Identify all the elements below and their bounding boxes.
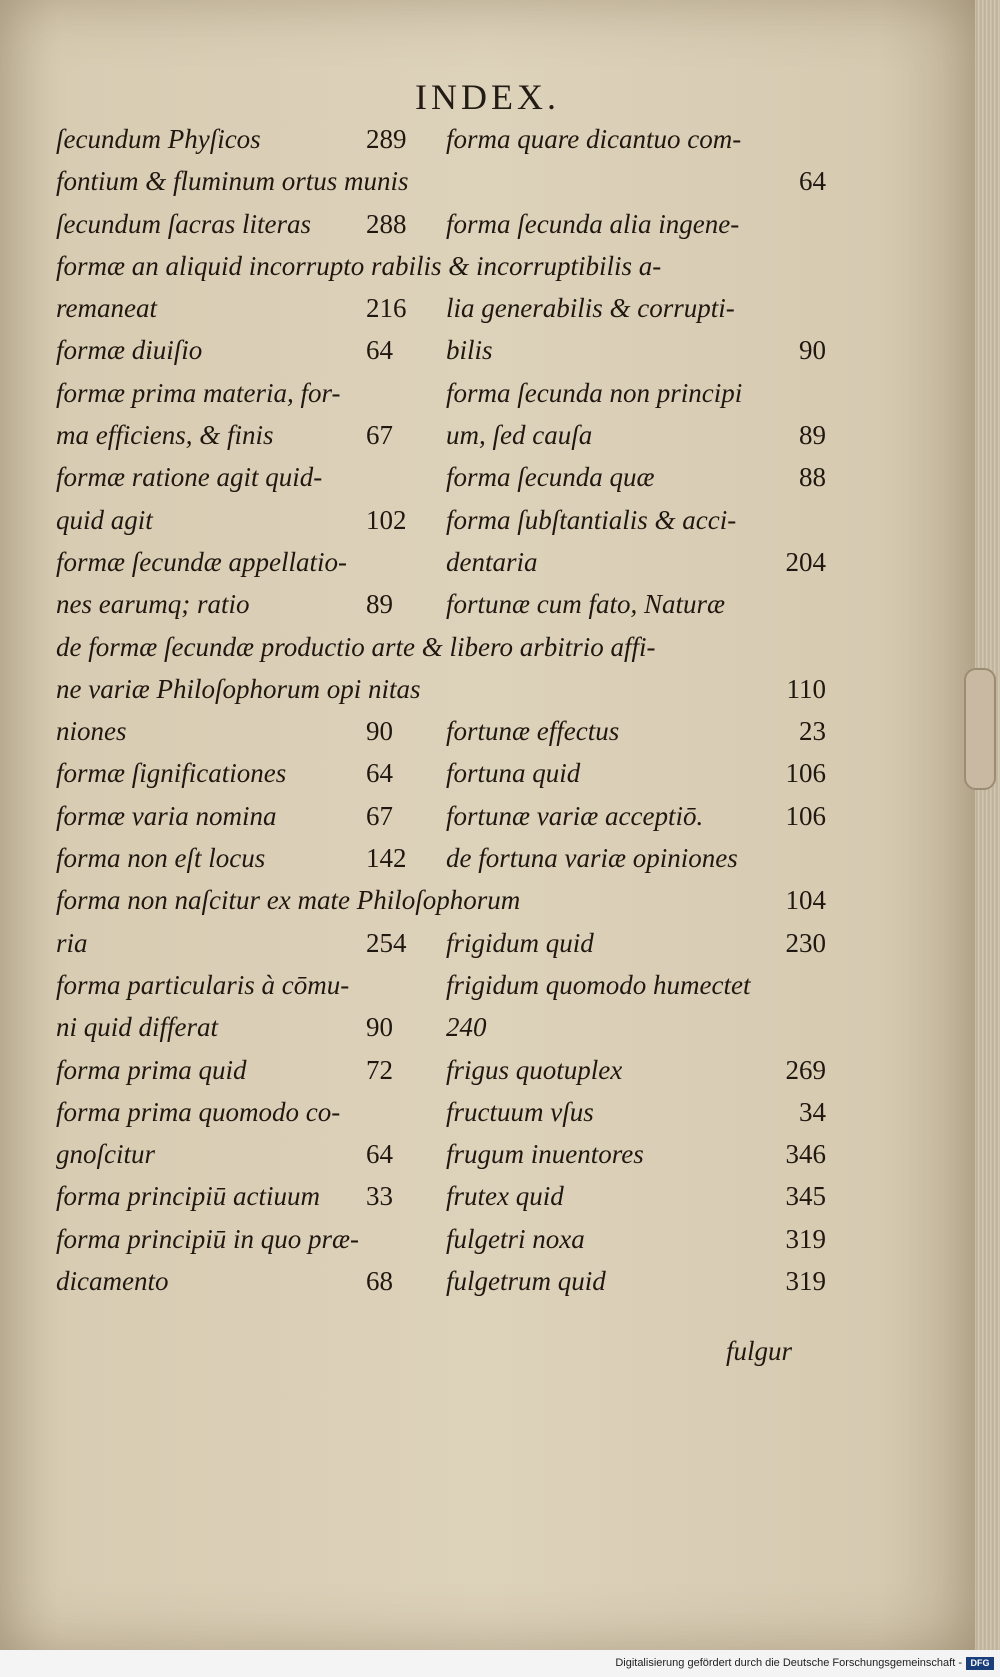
index-row (56, 964, 826, 1006)
page-ref-left: 90 (366, 716, 393, 747)
index-row (56, 1006, 826, 1048)
page-ref-left: 64 (366, 1139, 393, 1170)
page-ref-right: 230 (785, 927, 826, 958)
page-ref-left: 67 (366, 800, 393, 831)
digitization-footer (0, 1650, 1000, 1677)
page-tab-stain (964, 668, 996, 790)
index-row (56, 160, 826, 202)
entry-right: bilis (446, 335, 493, 366)
entry-left: remaneat (56, 293, 157, 324)
entry-left: ſecundum Phyſicos (56, 124, 261, 154)
entry-left: forma non naſcitur ex mate Philoſophorum (56, 885, 521, 916)
page-ref-left: 90 (366, 1012, 393, 1043)
entry-left: de formæ ſecundæ productio arte & libero arbitrio affi- (56, 631, 656, 662)
page-ref-right: 269 (785, 1054, 826, 1085)
page-ref-left: 64 (366, 335, 393, 366)
index-body (56, 118, 826, 1302)
page-ref-right: 90 (799, 335, 826, 366)
page-ref-left: 216 (366, 293, 407, 324)
entry-left: forma prima quid (56, 1054, 247, 1085)
page-ref-left: 254 (366, 927, 407, 958)
entry-right: fortunæ effectus (446, 716, 620, 747)
page-ref-right: 34 (799, 1096, 826, 1127)
entry-left: forma non eſt locus (56, 843, 266, 874)
index-row (56, 1175, 826, 1217)
index-row (56, 922, 826, 964)
footer-credit: Digitalisierung gefördert durch die Deutsche Forschungsgemeinschaft - (615, 1657, 962, 1669)
entry-right: forma ſubſtantialis & acci- (446, 504, 737, 535)
index-row (56, 752, 826, 794)
index-row (56, 287, 826, 329)
index-row (56, 329, 826, 371)
entry-left: nes earumq; ratio (56, 589, 250, 620)
page-ref-left: 89 (366, 589, 393, 620)
page-ref-right: 319 (785, 1223, 826, 1254)
page-ref-right: 104 (785, 885, 826, 916)
page-ref-right: 319 (785, 1266, 826, 1297)
page-ref-left: 142 (366, 843, 407, 874)
entry-left: ne variæ Philoſophorum opi nitas (56, 673, 421, 704)
entry-left: quid agit (56, 504, 153, 535)
index-row (56, 626, 826, 668)
entry-left: formæ ratione agit quid- (56, 462, 323, 493)
index-row (56, 499, 826, 541)
page-ref-left: 289 (366, 124, 407, 154)
index-row (56, 837, 826, 879)
entry-left: forma particularis à cōmu- (56, 969, 350, 1000)
entry-right: forma quare dicantuo com- (446, 124, 742, 154)
index-row (56, 1091, 826, 1133)
page-ref-right: 110 (786, 673, 826, 704)
entry-left: ria (56, 927, 88, 958)
index-row (56, 118, 826, 160)
entry-right: forma ſecunda alia ingene- (446, 208, 740, 239)
page-ref-right: 106 (785, 800, 826, 831)
entry-left: formæ varia nomina (56, 800, 277, 831)
index-row (56, 879, 826, 921)
index-row (56, 1260, 826, 1302)
index-row (56, 203, 826, 245)
entry-right: um, ſed cauſa (446, 420, 593, 451)
index-row (56, 456, 826, 498)
index-row (56, 1218, 826, 1260)
entry-left: formæ prima materia, for- (56, 377, 341, 408)
index-row (56, 710, 826, 752)
entry-left: forma principiū actiuum (56, 1181, 320, 1212)
entry-left: forma prima quomodo co- (56, 1096, 341, 1127)
index-row (56, 668, 826, 710)
entry-right: forma ſecunda quæ (446, 462, 655, 493)
page-ref-right: 23 (799, 716, 826, 747)
page-ref-left: 288 (366, 208, 407, 239)
page-ref-left: 68 (366, 1266, 393, 1297)
entry-right: de fortuna variæ opiniones (446, 843, 738, 874)
entry-right: dentaria (446, 546, 538, 577)
index-row (56, 245, 826, 287)
index-row (56, 1133, 826, 1175)
entry-right: fortunæ cum fato, Naturæ (446, 589, 726, 620)
entry-left: formæ diuiſio (56, 335, 203, 366)
page-ref-right: 345 (785, 1181, 826, 1212)
catchword: fulgur (726, 1336, 793, 1366)
entry-right: frigus quotuplex (446, 1054, 623, 1085)
entry-right: frutex quid (446, 1181, 564, 1212)
page-header: INDEX. (415, 77, 560, 117)
entry-left: formæ an aliquid incorrupto rabilis & incorruptibilis a- (56, 250, 662, 281)
index-row (56, 1049, 826, 1091)
entry-left: fontium & fluminum ortus munis (56, 166, 409, 197)
entry-left: dicamento (56, 1266, 169, 1297)
entry-right: fulgetri noxa (446, 1223, 585, 1254)
entry-left: formæ ſecundæ appellatio- (56, 546, 347, 577)
page-ref-left: 102 (366, 504, 407, 535)
page-ref-right: 204 (785, 546, 826, 577)
page-ref-right: 89 (799, 420, 826, 451)
entry-left: forma principiū in quo præ- (56, 1223, 360, 1254)
page-ref-right: 64 (799, 166, 826, 197)
page-ref-right: 106 (785, 758, 826, 789)
index-row (56, 372, 826, 414)
entry-right: fortunæ variæ acceptiō. (446, 800, 704, 831)
index-row (56, 541, 826, 583)
entry-right: lia generabilis & corrupti- (446, 293, 735, 324)
page-ref-right: 346 (785, 1139, 826, 1170)
page-ref-left: 72 (366, 1054, 393, 1085)
entry-left: ſecundum ſacras literas (56, 208, 311, 239)
entry-right: 240 (446, 1012, 487, 1043)
entry-right: frigidum quomodo humectet (446, 969, 751, 1000)
entry-left: ni quid differat (56, 1012, 218, 1043)
entry-left: gnoſcitur (56, 1139, 155, 1170)
entry-right: fortuna quid (446, 758, 581, 789)
entry-right: forma ſecunda non principi (446, 377, 743, 408)
page-edge (975, 0, 1000, 1650)
page-ref-left: 33 (366, 1181, 393, 1212)
entry-right: fulgetrum quid (446, 1266, 606, 1297)
entry-right: frigidum quid (446, 927, 594, 958)
index-row (56, 583, 826, 625)
page-ref-left: 67 (366, 420, 393, 451)
entry-right: fructuum vſus (446, 1096, 594, 1127)
index-row (56, 795, 826, 837)
page-ref-right: 88 (799, 462, 826, 493)
index-row (56, 414, 826, 456)
entry-right: frugum inuentores (446, 1139, 644, 1170)
entry-left: formæ ſignificationes (56, 758, 287, 789)
page-ref-left: 64 (366, 758, 393, 789)
entry-left: ma efficiens, & finis (56, 420, 274, 451)
entry-left: niones (56, 716, 127, 747)
dfg-logo-icon: DFG (966, 1657, 994, 1670)
